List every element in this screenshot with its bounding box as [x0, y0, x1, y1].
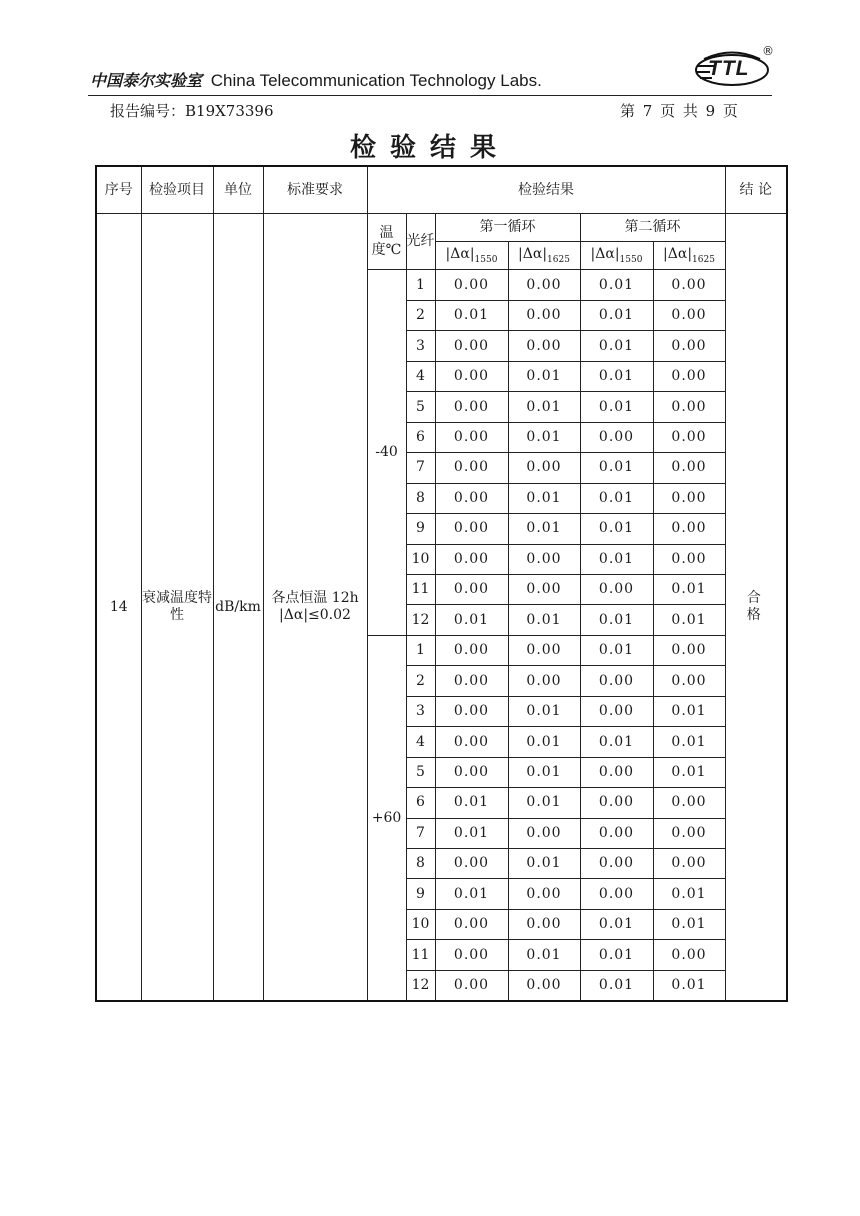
delta-value-cell: 0.00 — [580, 422, 653, 452]
delta-value-cell: 0.01 — [653, 757, 725, 787]
registered-mark: ® — [762, 44, 774, 58]
delta-value-cell: 0.01 — [508, 757, 580, 787]
fiber-number-cell: 2 — [406, 300, 435, 330]
delta-value-cell: 0.00 — [653, 331, 725, 361]
delta-value-cell: 0.00 — [435, 422, 508, 452]
subheader-c1-1550 — [435, 242, 508, 270]
delta-value-cell: 0.01 — [580, 361, 653, 391]
delta-value-cell: 0.00 — [653, 544, 725, 574]
row-seq: 14 — [96, 213, 141, 1001]
subheader-c1-1625 — [508, 242, 580, 270]
row-unit: dB/km — [213, 213, 263, 1001]
subheader-cycle2: 第二循环 — [580, 213, 725, 241]
delta-value-cell: 0.00 — [653, 300, 725, 330]
delta-value-cell: 0.01 — [508, 940, 580, 970]
header-results: 检验结果 — [367, 166, 725, 213]
delta-value-cell: 0.00 — [508, 970, 580, 1001]
delta-value-cell: 0.01 — [580, 300, 653, 330]
delta-value-cell: 0.00 — [435, 331, 508, 361]
delta-value-cell: 0.00 — [435, 727, 508, 757]
temperature-cell: +60 — [367, 635, 406, 1001]
delta-value-cell: 0.00 — [508, 818, 580, 848]
subheader-row-1 — [96, 213, 787, 241]
delta-value-cell: 0.01 — [580, 605, 653, 635]
fiber-number-cell: 4 — [406, 361, 435, 391]
fiber-number-cell: 12 — [406, 970, 435, 1001]
fiber-number-cell: 2 — [406, 666, 435, 696]
delta-value-cell: 0.01 — [435, 818, 508, 848]
results-table — [95, 165, 788, 1002]
delta-value-cell: 0.01 — [508, 483, 580, 513]
wavelength-label: 1550 — [619, 254, 643, 265]
wavelength-label: 1625 — [547, 254, 570, 265]
page-info: 第 7 页 共 9 页 — [620, 102, 738, 120]
fiber-number-cell: 11 — [406, 940, 435, 970]
delta-value-cell: 0.01 — [435, 605, 508, 635]
fiber-number-cell: 10 — [406, 909, 435, 939]
report-number: 报告编号：B19X73396 — [110, 102, 274, 120]
delta-value-cell: 0.01 — [653, 605, 725, 635]
delta-value-cell: 0.00 — [653, 849, 725, 879]
delta-value-cell: 0.00 — [580, 666, 653, 696]
lab-name — [90, 68, 542, 91]
delta-value-cell: 0.00 — [653, 483, 725, 513]
delta-value-cell: 0.00 — [435, 574, 508, 604]
delta-label: |Δα| — [445, 246, 475, 262]
delta-value-cell: 0.00 — [508, 635, 580, 665]
temperature-cell: -40 — [367, 270, 406, 635]
header-seq: 序号 — [96, 166, 141, 213]
delta-label: |Δα| — [663, 246, 693, 262]
delta-value-cell: 0.00 — [580, 757, 653, 787]
delta-value-cell: 0.00 — [435, 483, 508, 513]
delta-value-cell: 0.00 — [580, 818, 653, 848]
delta-value-cell: 0.01 — [580, 970, 653, 1001]
subheader-fiber: 光纤 — [406, 213, 435, 270]
subheader-c2-1625 — [653, 242, 725, 270]
delta-value-cell: 0.01 — [435, 300, 508, 330]
delta-value-cell: 0.01 — [653, 727, 725, 757]
delta-value-cell: 0.00 — [435, 666, 508, 696]
ttl-logo-text: TTL — [708, 57, 750, 80]
delta-value-cell: 0.00 — [653, 514, 725, 544]
header-standard: 标准要求 — [263, 166, 367, 213]
delta-value-cell: 0.00 — [508, 666, 580, 696]
fiber-number-cell: 6 — [406, 788, 435, 818]
fiber-number-cell: 9 — [406, 879, 435, 909]
delta-value-cell: 0.01 — [508, 392, 580, 422]
delta-value-cell: 0.00 — [653, 392, 725, 422]
delta-value-cell: 0.00 — [435, 970, 508, 1001]
delta-value-cell: 0.01 — [580, 909, 653, 939]
lab-name-cn: 中国泰尔实验室 — [90, 71, 203, 90]
delta-value-cell: 0.01 — [580, 544, 653, 574]
delta-value-cell: 0.00 — [435, 544, 508, 574]
fiber-number-cell: 7 — [406, 818, 435, 848]
delta-label: |Δα| — [590, 246, 620, 262]
delta-value-cell: 0.01 — [580, 940, 653, 970]
fiber-number-cell: 5 — [406, 392, 435, 422]
delta-value-cell: 0.00 — [653, 270, 725, 300]
delta-value-cell: 0.00 — [508, 879, 580, 909]
lab-name-en: China Telecommunication Technology Labs. — [210, 71, 542, 90]
delta-value-cell: 0.01 — [508, 605, 580, 635]
delta-value-cell: 0.00 — [653, 361, 725, 391]
delta-value-cell: 0.00 — [435, 514, 508, 544]
delta-value-cell: 0.00 — [653, 666, 725, 696]
delta-value-cell: 0.01 — [508, 514, 580, 544]
delta-value-cell: 0.00 — [435, 453, 508, 483]
subheader-temperature: 温度℃ — [367, 213, 406, 270]
fiber-number-cell: 8 — [406, 483, 435, 513]
delta-value-cell: 0.00 — [580, 696, 653, 726]
delta-value-cell: 0.01 — [580, 392, 653, 422]
fiber-number-cell: 1 — [406, 270, 435, 300]
delta-value-cell: 0.00 — [653, 788, 725, 818]
delta-value-cell: 0.01 — [580, 483, 653, 513]
delta-value-cell: 0.00 — [435, 392, 508, 422]
fiber-number-cell: 8 — [406, 849, 435, 879]
ttl-logo — [694, 44, 774, 90]
delta-value-cell: 0.01 — [508, 361, 580, 391]
fiber-number-cell: 9 — [406, 514, 435, 544]
delta-value-cell: 0.01 — [508, 727, 580, 757]
delta-value-cell: 0.01 — [580, 331, 653, 361]
fiber-number-cell: 6 — [406, 422, 435, 452]
delta-value-cell: 0.00 — [508, 270, 580, 300]
delta-value-cell: 0.00 — [435, 849, 508, 879]
delta-value-cell: 0.00 — [653, 940, 725, 970]
delta-label: |Δα| — [518, 246, 548, 262]
fiber-number-cell: 3 — [406, 331, 435, 361]
delta-value-cell: 0.01 — [653, 574, 725, 604]
delta-value-cell: 0.00 — [435, 940, 508, 970]
delta-value-cell: 0.01 — [580, 453, 653, 483]
header-item: 检验项目 — [141, 166, 213, 213]
delta-value-cell: 0.00 — [580, 879, 653, 909]
fiber-number-cell: 1 — [406, 635, 435, 665]
fiber-number-cell: 7 — [406, 453, 435, 483]
fiber-number-cell: 10 — [406, 544, 435, 574]
delta-value-cell: 0.01 — [580, 514, 653, 544]
delta-value-cell: 0.00 — [653, 453, 725, 483]
delta-value-cell: 0.01 — [508, 422, 580, 452]
delta-value-cell: 0.01 — [653, 879, 725, 909]
fiber-number-cell: 5 — [406, 757, 435, 787]
row-standard — [263, 213, 367, 1001]
delta-value-cell: 0.00 — [508, 909, 580, 939]
subheader-c2-1550 — [580, 242, 653, 270]
delta-value-cell: 0.00 — [580, 849, 653, 879]
header-rule — [88, 95, 772, 96]
header-row — [96, 166, 787, 213]
delta-value-cell: 0.01 — [435, 788, 508, 818]
delta-value-cell: 0.01 — [580, 270, 653, 300]
wavelength-label: 1550 — [474, 254, 498, 265]
delta-value-cell: 0.00 — [435, 696, 508, 726]
page-title: 检验结果 — [349, 133, 510, 163]
delta-value-cell: 0.00 — [508, 453, 580, 483]
delta-value-cell: 0.00 — [653, 422, 725, 452]
row-conclusion: 合格 — [725, 213, 787, 1001]
fiber-number-cell: 4 — [406, 727, 435, 757]
standard-line-2: |Δα|≤0.02 — [279, 606, 351, 623]
delta-value-cell: 0.00 — [435, 757, 508, 787]
delta-value-cell: 0.01 — [580, 635, 653, 665]
header-unit: 单位 — [213, 166, 263, 213]
delta-value-cell: 0.01 — [653, 909, 725, 939]
delta-value-cell: 0.00 — [435, 361, 508, 391]
delta-value-cell: 0.00 — [435, 635, 508, 665]
row-item: 衰减温度特性 — [141, 213, 213, 1001]
delta-value-cell: 0.00 — [435, 909, 508, 939]
delta-value-cell: 0.00 — [508, 544, 580, 574]
delta-value-cell: 0.01 — [508, 696, 580, 726]
fiber-number-cell: 12 — [406, 605, 435, 635]
wavelength-label: 1625 — [692, 254, 715, 265]
standard-line-1: 各点恒温 12h — [271, 590, 359, 607]
delta-value-cell: 0.00 — [653, 635, 725, 665]
fiber-number-cell: 11 — [406, 574, 435, 604]
delta-value-cell: 0.01 — [653, 696, 725, 726]
delta-value-cell: 0.00 — [508, 300, 580, 330]
subheader-cycle1: 第一循环 — [435, 213, 580, 241]
header-conclusion: 结 论 — [725, 166, 787, 213]
delta-value-cell: 0.00 — [653, 818, 725, 848]
delta-value-cell: 0.00 — [580, 788, 653, 818]
delta-value-cell: 0.00 — [508, 331, 580, 361]
fiber-number-cell: 3 — [406, 696, 435, 726]
delta-value-cell: 0.01 — [508, 849, 580, 879]
delta-value-cell: 0.00 — [435, 270, 508, 300]
delta-value-cell: 0.00 — [580, 574, 653, 604]
delta-value-cell: 0.01 — [653, 970, 725, 1001]
delta-value-cell: 0.01 — [508, 788, 580, 818]
delta-value-cell: 0.01 — [580, 727, 653, 757]
delta-value-cell: 0.01 — [435, 879, 508, 909]
delta-value-cell: 0.00 — [508, 574, 580, 604]
